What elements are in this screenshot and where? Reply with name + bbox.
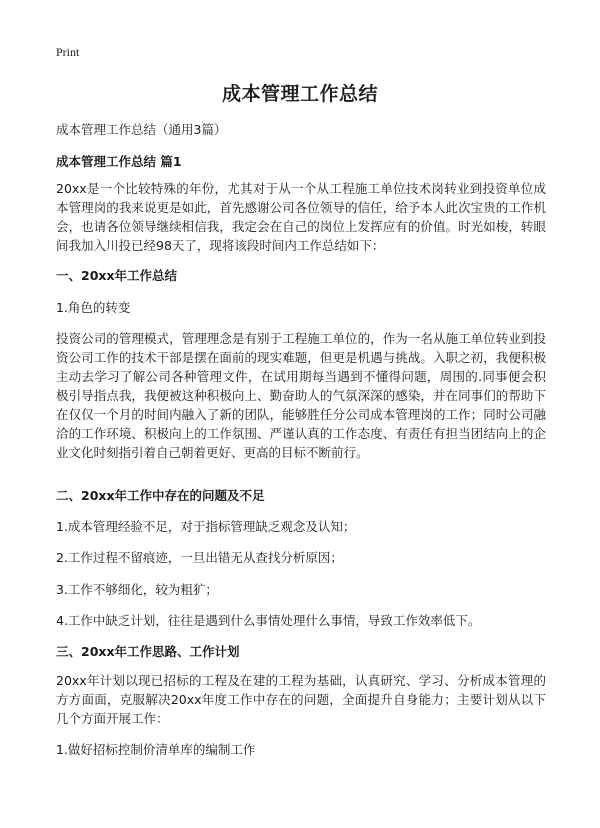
heading-work-summary: 一、20xx年工作总结 [56, 268, 178, 283]
section-title: 成本管理工作总结 篇1 [56, 154, 182, 169]
heading-plan: 三、20xx年工作思路、工作计划 [56, 644, 240, 659]
intro-paragraph: 20xx是一个比较特殊的年份，尤其对于从一个从工程施工单位技术岗转业到投资单位成本管理岗的我来说更是如此，首先感谢公司各位领导的信任，给予本人此次宝贵的工作机会，也请各位领导继续相信我，我定会在自己的岗位上发挥应有的价值。时光如梭，转眼间我加入川投已经98天了，现将该段时间内工作总结如下： [56, 181, 546, 253]
problem-item: 3.工作不够细化，较为粗犷； [56, 582, 218, 597]
problem-item: 1.成本管理经验不足，对于指标管理缺乏观念及认知； [56, 519, 356, 534]
problem-item: 4.工作中缺乏计划，往往是遇到什么事情处理什么事情，导致工作效率低下。 [56, 613, 481, 628]
plan-paragraph: 20xx年计划以现已招标的工程及在建的工程为基础，认真研究、学习、分析成本管理的方方面面，克服解决20xx年度工作中存在的问题，全面提升自身能力；主要计划从以下几个方面开展工作： [56, 673, 546, 726]
document-subtitle: 成本管理工作总结（通用3篇） [56, 122, 227, 137]
document-title: 成本管理工作总结 [221, 83, 378, 105]
heading-problems: 二、20xx年工作中存在的问题及不足 [56, 488, 265, 503]
plan-item: 1.做好招标控制价清单库的编制工作 [56, 742, 256, 757]
role-paragraph: 投资公司的管理模式，管理理念是有别于工程施工单位的，作为一名从施工单位转业到投资公司工作的技术干部是摆在面前的现实难题，但更是机遇与挑战。入职之初，我便积极主动去学习了解公司各种管理文件，在试用期每当遇到不懂得问题，周围的.同事便会积极引导指点我，我便被这种积极向上、勤奋助人的气氛深深的感染，并在同事们的帮助下在仅仅一个月的时间内融入了新的团队，能够胜任分公司成本管理岗的工作；同时公司融洽的工作环境、积极向上的工作氛围、严谨认真的工作态度、有责任有担当团结向上的企业文化时刻指引着自己朝着更好、更高的目标不断前行。 [56, 331, 546, 460]
item-role-change: 1.角色的转变 [56, 300, 131, 315]
print-label: Print [56, 45, 80, 59]
problem-item: 2.工作过程不留痕迹，一旦出错无从查找分析原因； [56, 550, 343, 565]
